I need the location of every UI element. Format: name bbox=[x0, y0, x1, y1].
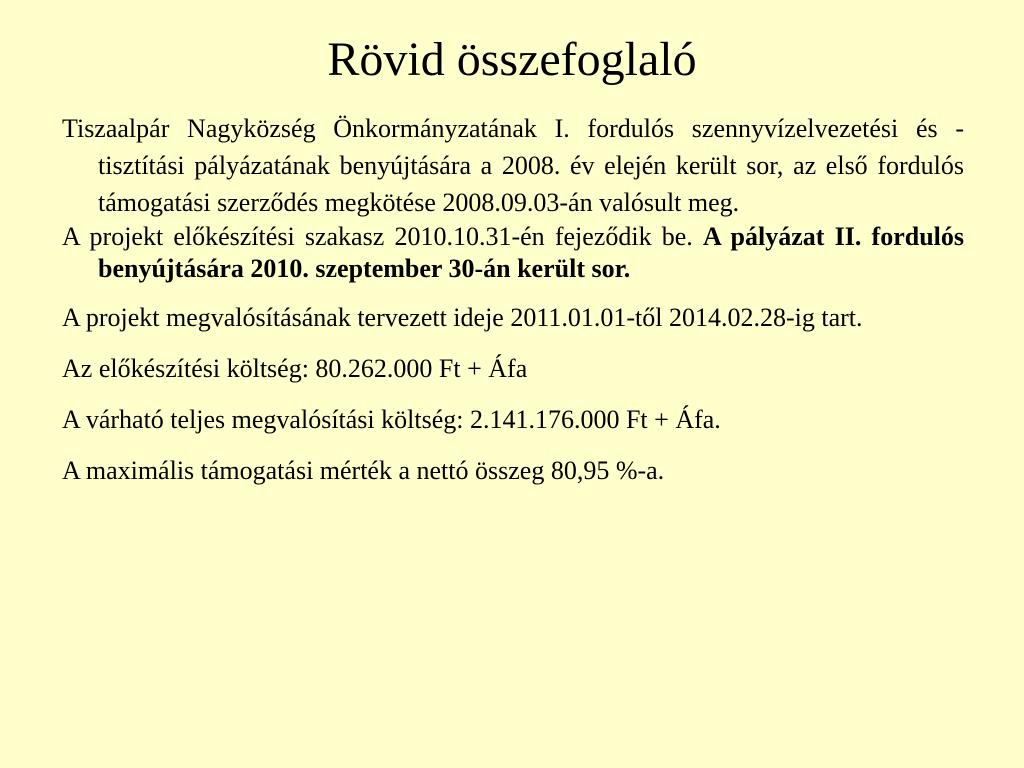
slide-title: Rövid összefoglaló bbox=[327, 33, 697, 86]
paragraph-text: Tiszaalpár Nagyközség Önkormányzatának I. fordulós szennyvízelvezetési és -tisztítási pályázatának benyújtására a 2008. év elején került sor, az első fordulós támogatási szerződés megkötése 2008.09.03-án valósult meg. bbox=[62, 114, 964, 217]
paragraph-total-cost bbox=[62, 401, 964, 438]
paragraph-implementation-period bbox=[62, 299, 964, 336]
paragraph-text: A projekt megvalósításának tervezett ideje 2011.01.01-től 2014.02.28-ig tart. bbox=[62, 303, 863, 332]
paragraph-text: A maximális támogatási mérték a nettó összeg 80,95 %-a. bbox=[62, 456, 665, 485]
paragraph-application-history bbox=[62, 110, 964, 221]
paragraph-preparation-cost bbox=[62, 350, 964, 387]
slide-content bbox=[62, 110, 964, 489]
paragraph-text: A várható teljes megvalósítási költség: 2.141.176.000 Ft + Áfa. bbox=[62, 405, 721, 434]
paragraph-text: A projekt előkészítési szakasz 2010.10.31-én fejeződik be. bbox=[62, 222, 693, 251]
paragraph-max-support bbox=[62, 452, 964, 489]
paragraph-preparation-phase bbox=[62, 221, 964, 285]
paragraph-text: Az előkészítési költség: 80.262.000 Ft + Áfa bbox=[62, 354, 528, 383]
paragraph-bold-text: A pályázat II. fordulós benyújtására 2010. szeptember 30-án került sor. bbox=[98, 222, 965, 283]
